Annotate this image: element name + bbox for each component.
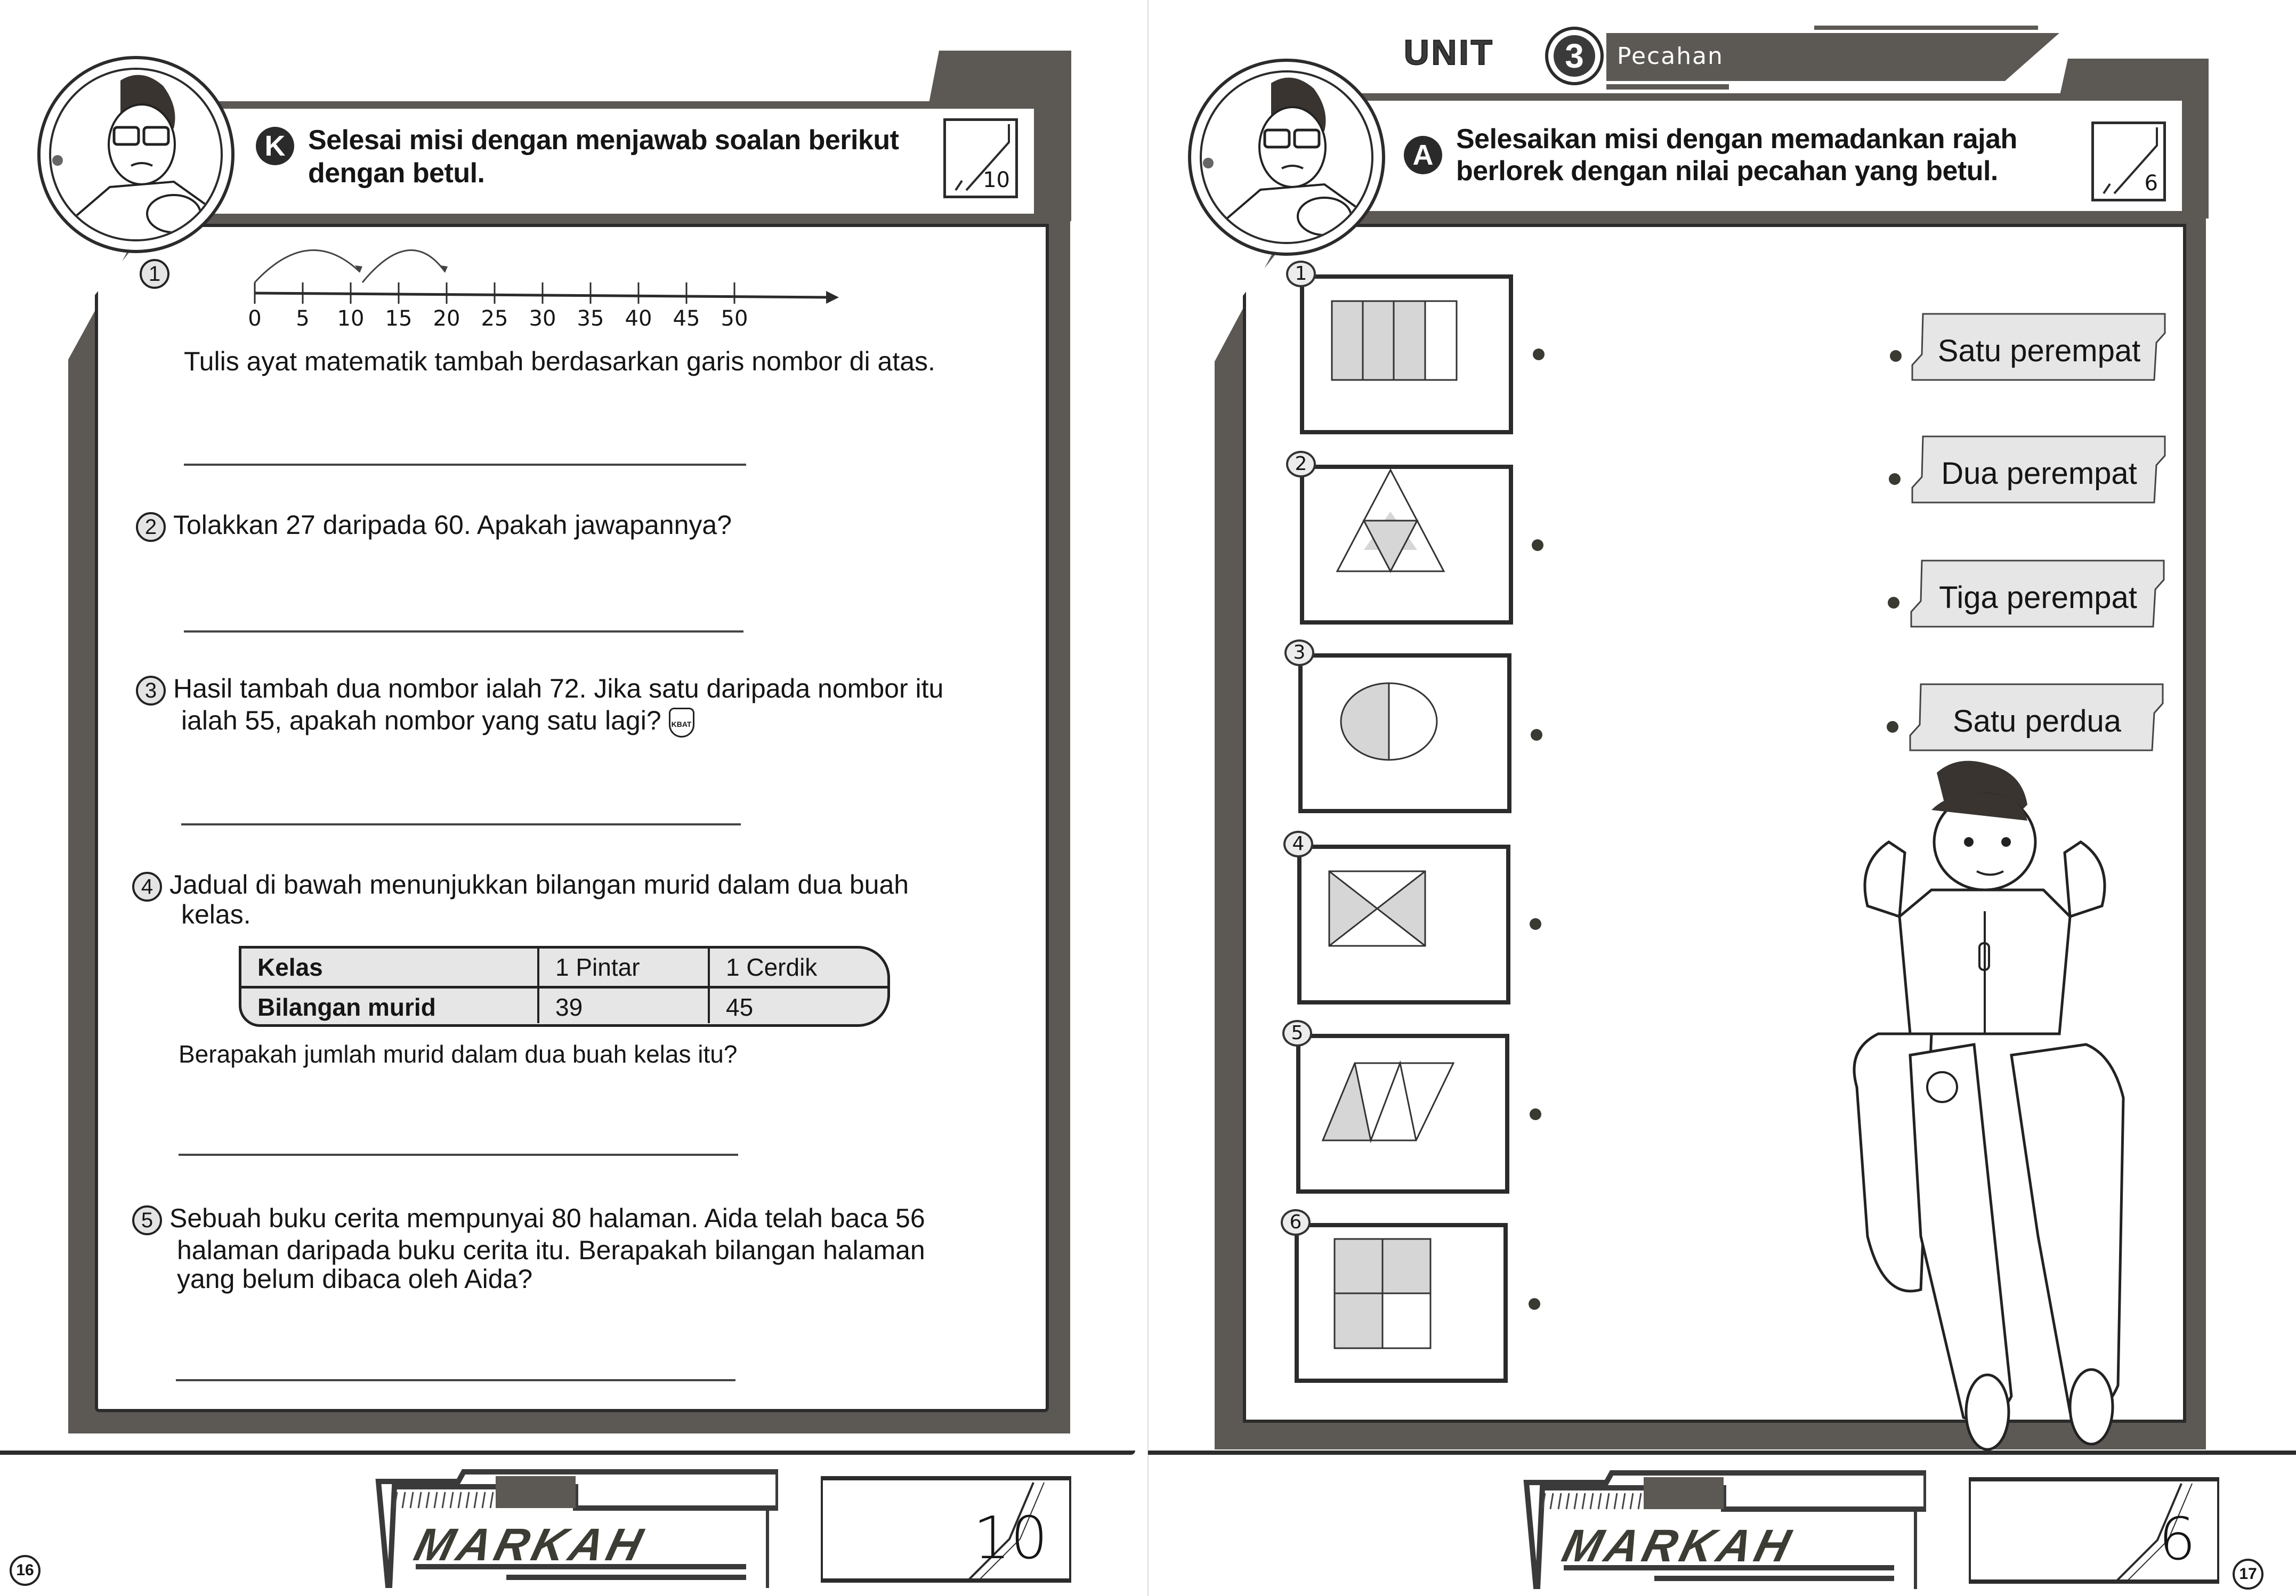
parallelogram-quarter-shaded-icon	[1296, 1034, 1509, 1194]
answer-line-2[interactable]	[184, 630, 743, 633]
section-badge: K	[256, 127, 294, 165]
unit-number: 3	[1554, 35, 1595, 77]
triangle-quarter-shaded-icon	[1300, 465, 1513, 625]
markah-label: MARKAH	[409, 1519, 652, 1570]
figure-number: 2	[1286, 451, 1316, 477]
teacher-illustration-icon	[51, 70, 223, 241]
table-header: 1 Cerdik	[708, 949, 887, 986]
tick-label: 50	[721, 306, 748, 331]
tick-label: 5	[296, 306, 310, 331]
figure-number: 5	[1282, 1020, 1312, 1047]
answer-text: Satu perdua	[1952, 704, 2122, 739]
unit-title: Pecahan	[1617, 43, 1724, 70]
markah-score: 10	[973, 1504, 1048, 1572]
table-header-row	[241, 949, 887, 986]
answer-text: Dua perempat	[1941, 456, 2137, 491]
question-number: 2	[136, 512, 166, 542]
instruction-text: Selesai misi dengan menjawab soalan berikut dengan betul.	[308, 125, 899, 189]
page-bottom-rule	[1148, 1451, 2296, 1455]
match-dot-left[interactable]	[1533, 349, 1545, 360]
question-text: Jadual di bawah menunjukkan bilangan murid dalam dua buah	[169, 870, 909, 900]
circle-half-shaded-icon	[1298, 653, 1511, 813]
match-dot-right[interactable]	[1889, 473, 1901, 485]
answer-text: Satu perempat	[1937, 334, 2141, 368]
answer-line-4[interactable]	[179, 1154, 738, 1156]
avatar-inner	[49, 68, 223, 241]
match-dot-left[interactable]	[1530, 1108, 1541, 1120]
markah-score-box[interactable]	[1969, 1477, 2219, 1584]
match-dot-right[interactable]	[1887, 721, 1898, 733]
instruction-line-2: berlorek dengan nilai pecahan yang betul.	[1456, 156, 1998, 187]
rectangle-three-quarters-shaded-icon	[1300, 274, 1513, 434]
tick-label: 10	[337, 306, 365, 331]
rectangle-diagonals-half-shaded-icon	[1297, 845, 1510, 1004]
figure-card-3	[1288, 643, 1511, 813]
question-text: Tolakkan 27 daripada 60. Apakah jawapannya?	[173, 510, 732, 540]
table-cell: 39	[537, 989, 708, 1023]
question-4-follow-up: Berapakah jumlah murid dalam dua buah kelas itu?	[179, 1040, 738, 1068]
section-badge: A	[1404, 136, 1442, 174]
unit-bar-stripe	[1814, 26, 2038, 30]
tick-label: 20	[433, 306, 460, 331]
teacher-avatar	[37, 56, 235, 253]
answer-tag-1	[1911, 312, 2167, 392]
avatar-inner	[1200, 70, 1373, 244]
question-number: 4	[132, 872, 162, 902]
class-table	[239, 946, 890, 1027]
page-bottom-rule	[0, 1451, 1135, 1455]
answer-line-5[interactable]	[176, 1379, 735, 1381]
answer-text: Tiga perempat	[1939, 580, 2137, 615]
page-number: 17	[2233, 1559, 2263, 1590]
markah-footer	[373, 1465, 1077, 1588]
question-5-line3: yang belum dibaca oleh Aida?	[177, 1264, 533, 1294]
tick-label: 45	[673, 306, 700, 331]
question-1	[140, 256, 177, 289]
table-header: Kelas	[257, 953, 323, 981]
instruction-line-1: Selesaikan misi dengan memadankan rajah	[1456, 124, 2017, 155]
figure-card-5	[1286, 1023, 1509, 1194]
question-4-line2: kelas.	[181, 900, 251, 929]
table-cell: 45	[708, 989, 887, 1023]
tick-label: 30	[529, 306, 556, 331]
markah-score-box[interactable]	[821, 1476, 1071, 1583]
table-row	[241, 986, 887, 1023]
answer-line-1[interactable]	[184, 464, 746, 466]
score-box	[2091, 121, 2166, 201]
question-3-line2	[181, 704, 694, 738]
match-dot-right[interactable]	[1888, 597, 1899, 609]
tick-label: 40	[625, 306, 652, 331]
question-3	[136, 673, 943, 706]
figure-card-1	[1289, 264, 1513, 434]
markah-score: 6	[2158, 1505, 2196, 1573]
figure-card-4	[1287, 834, 1510, 1004]
figure-number: 1	[1286, 261, 1316, 287]
square-three-quarters-shaded-icon	[1295, 1223, 1508, 1383]
answer-tag-4	[1909, 682, 2165, 762]
question-text: Sebuah buku cerita mempunyai 80 halaman. Aida telah baca 56	[169, 1203, 925, 1233]
question-4	[132, 869, 909, 902]
kbat-badge-icon: KBAT	[669, 708, 694, 738]
score-box	[943, 118, 1018, 198]
answer-tag-3	[1910, 558, 2166, 638]
question-5-line2: halaman daripada buku cerita itu. Berapakah bilangan halaman	[177, 1235, 925, 1265]
match-dot-right[interactable]	[1890, 350, 1902, 362]
tick-label: 25	[481, 306, 508, 331]
match-dot-left[interactable]	[1530, 918, 1541, 930]
unit-bar-stripe	[1606, 84, 1729, 90]
match-dot-left[interactable]	[1529, 1298, 1540, 1310]
question-number: 3	[136, 676, 166, 706]
tick-label: 35	[577, 306, 604, 331]
question-1-text: Tulis ayat matematik tambah berdasarkan garis nombor di atas.	[184, 346, 935, 376]
question-number: 5	[132, 1205, 162, 1235]
table-header: 1 Pintar	[537, 949, 708, 986]
figure-number: 6	[1281, 1209, 1311, 1236]
question-5	[132, 1202, 925, 1235]
tick-label: 0	[248, 306, 262, 331]
page-number: 16	[10, 1555, 41, 1586]
answer-line-3[interactable]	[181, 823, 741, 825]
tick-label: 15	[385, 306, 413, 331]
figure-number: 4	[1283, 831, 1313, 857]
question-number: 1	[140, 259, 169, 289]
match-dot-left[interactable]	[1532, 539, 1543, 551]
question-text: Hasil tambah dua nombor ialah 72. Jika satu daripada nombor itu	[173, 674, 944, 703]
score-max: 10	[983, 168, 1010, 192]
question-2	[136, 509, 732, 542]
figure-number: 3	[1284, 639, 1314, 666]
teacher-illustration-icon	[1202, 72, 1373, 244]
boy-wheelchair-illustration-icon	[1836, 757, 2134, 1465]
figure-card-2	[1289, 454, 1513, 625]
figure-card-6	[1284, 1212, 1508, 1383]
table-cell: Bilangan murid	[257, 993, 436, 1021]
markah-label: MARKAH	[1557, 1520, 1800, 1571]
markah-footer	[1521, 1467, 2225, 1589]
right-page	[1148, 0, 2296, 1596]
match-dot-left[interactable]	[1531, 729, 1542, 741]
question-text: ialah 55, apakah nombor yang satu lagi?	[181, 706, 661, 735]
unit-number-badge	[1545, 27, 1604, 85]
answer-tag-2	[1911, 434, 2167, 514]
score-max: 6	[2144, 171, 2158, 196]
teacher-avatar	[1188, 59, 1385, 256]
unit-word: UNIT	[1404, 33, 1494, 72]
